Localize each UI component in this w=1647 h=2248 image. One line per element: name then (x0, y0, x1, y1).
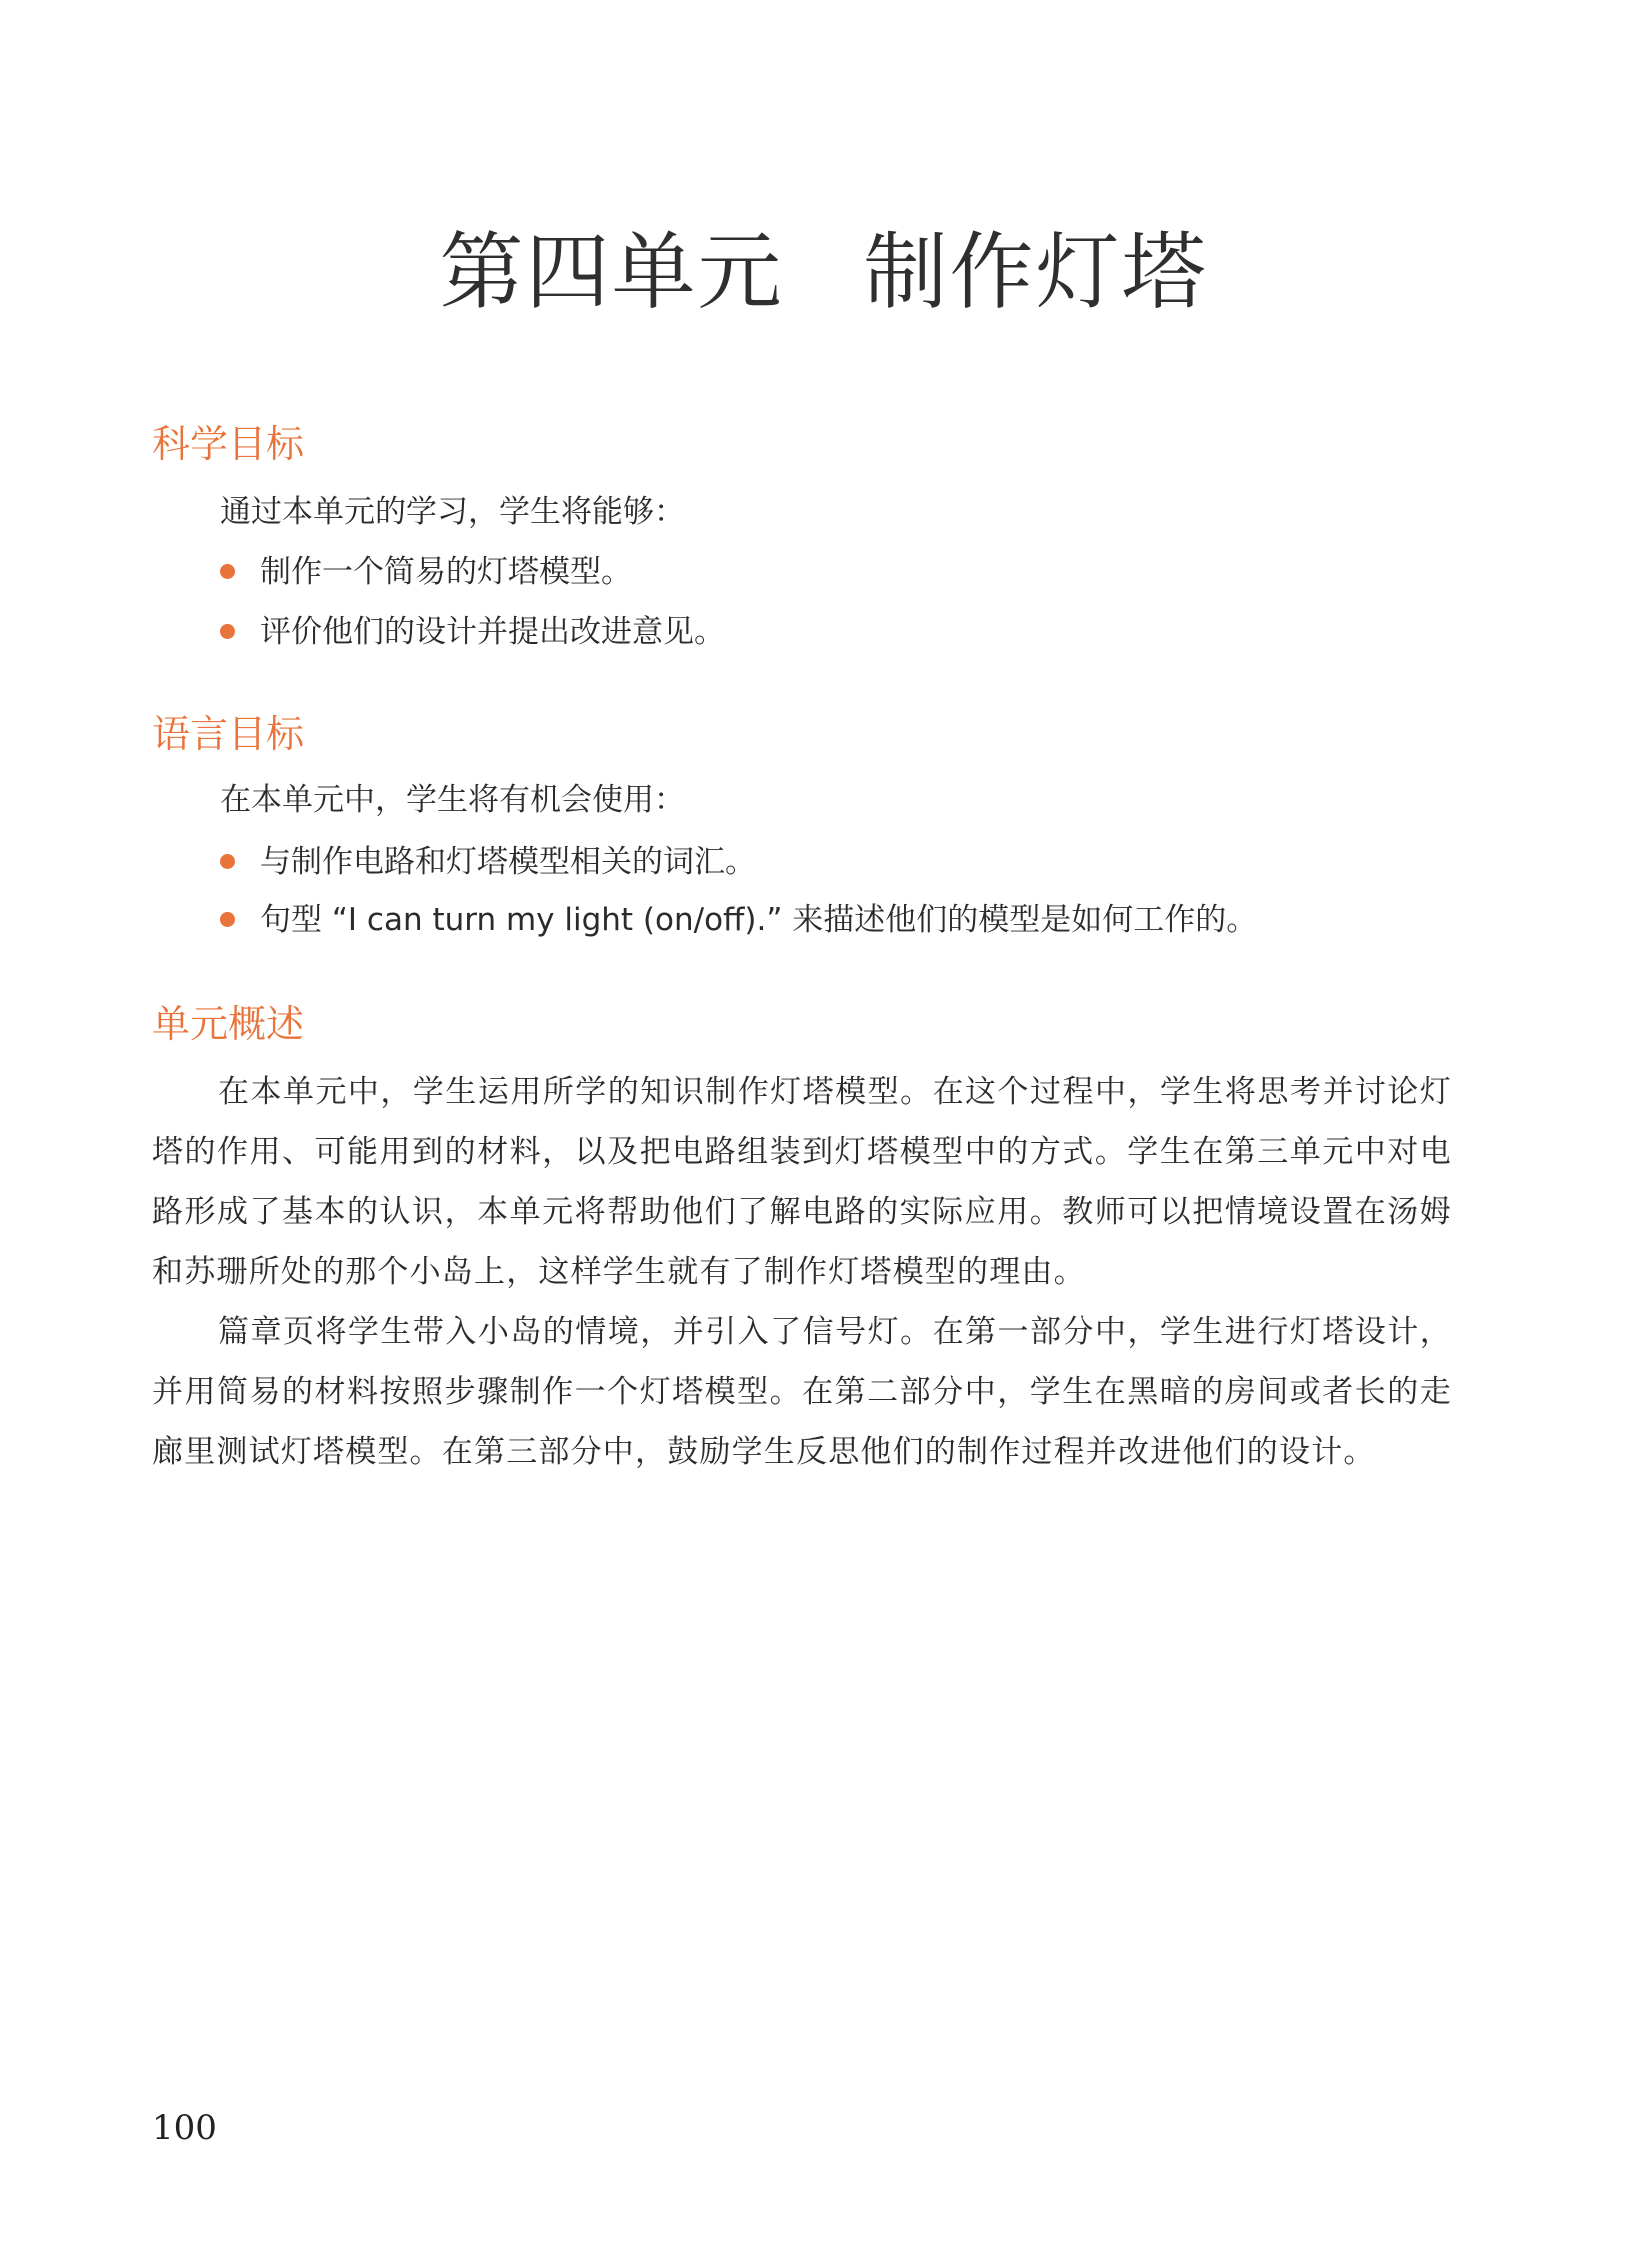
overview-paragraph: 在本单元中，学生运用所学的知识制作灯塔模型。在这个过程中，学生将思考并讨论灯塔的作用、可能用到的材料，以及把电路组装到灯塔模型中的方式。学生在第三单元中对电路形成了基本的认识，本单元将帮助他们了解电路的实际应用。教师可以把情境设置在汤姆和苏珊所处的那个小岛上，这样学生就有了制作灯塔模型的理由。 (152, 1074, 1452, 1290)
science-goals-heading: 科学目标 (152, 422, 305, 466)
bullet-dot-icon (220, 624, 235, 639)
bullet-dot-icon (220, 564, 235, 579)
language-goal-item (220, 898, 1257, 942)
science-goal-item (220, 610, 725, 654)
language-goals-intro: 在本单元中，学生将有机会使用： (220, 782, 685, 818)
science-goal-item (220, 550, 632, 594)
language-goals-heading: 语言目标 (152, 712, 305, 756)
science-goal-text: 评价他们的设计并提出改进意见。 (260, 614, 725, 650)
bullet-dot-icon (220, 912, 235, 927)
bullet-dot-icon (220, 854, 235, 869)
science-goal-text: 制作一个简易的灯塔模型。 (260, 554, 632, 590)
sentence-pattern: “I can turn my light (on/off).” (331, 902, 783, 938)
science-goals-intro: 通过本单元的学习，学生将能够： (220, 494, 685, 530)
title-unit: 第四单元 (439, 223, 784, 321)
page-number: 100 (152, 2108, 217, 2148)
title-topic: 制作灯塔 (863, 223, 1208, 321)
language-goal-item (220, 840, 756, 884)
language-goal-prefix: 句型 (260, 902, 322, 938)
page-title (0, 222, 1647, 322)
overview-heading: 单元概述 (152, 1002, 305, 1046)
language-goal-text: 与制作电路和灯塔模型相关的词汇。 (260, 844, 756, 880)
language-goal-suffix: 来描述他们的模型是如何工作的。 (792, 902, 1258, 938)
overview-paragraph: 篇章页将学生带入小岛的情境，并引入了信号灯。在第一部分中，学生进行灯塔设计，并用简易的材料按照步骤制作一个灯塔模型。在第二部分中，学生在黑暗的房间或者长的走廊里测试灯塔模型。在第三部分中，鼓励学生反思他们的制作过程并改进他们的设计。 (152, 1314, 1452, 1470)
